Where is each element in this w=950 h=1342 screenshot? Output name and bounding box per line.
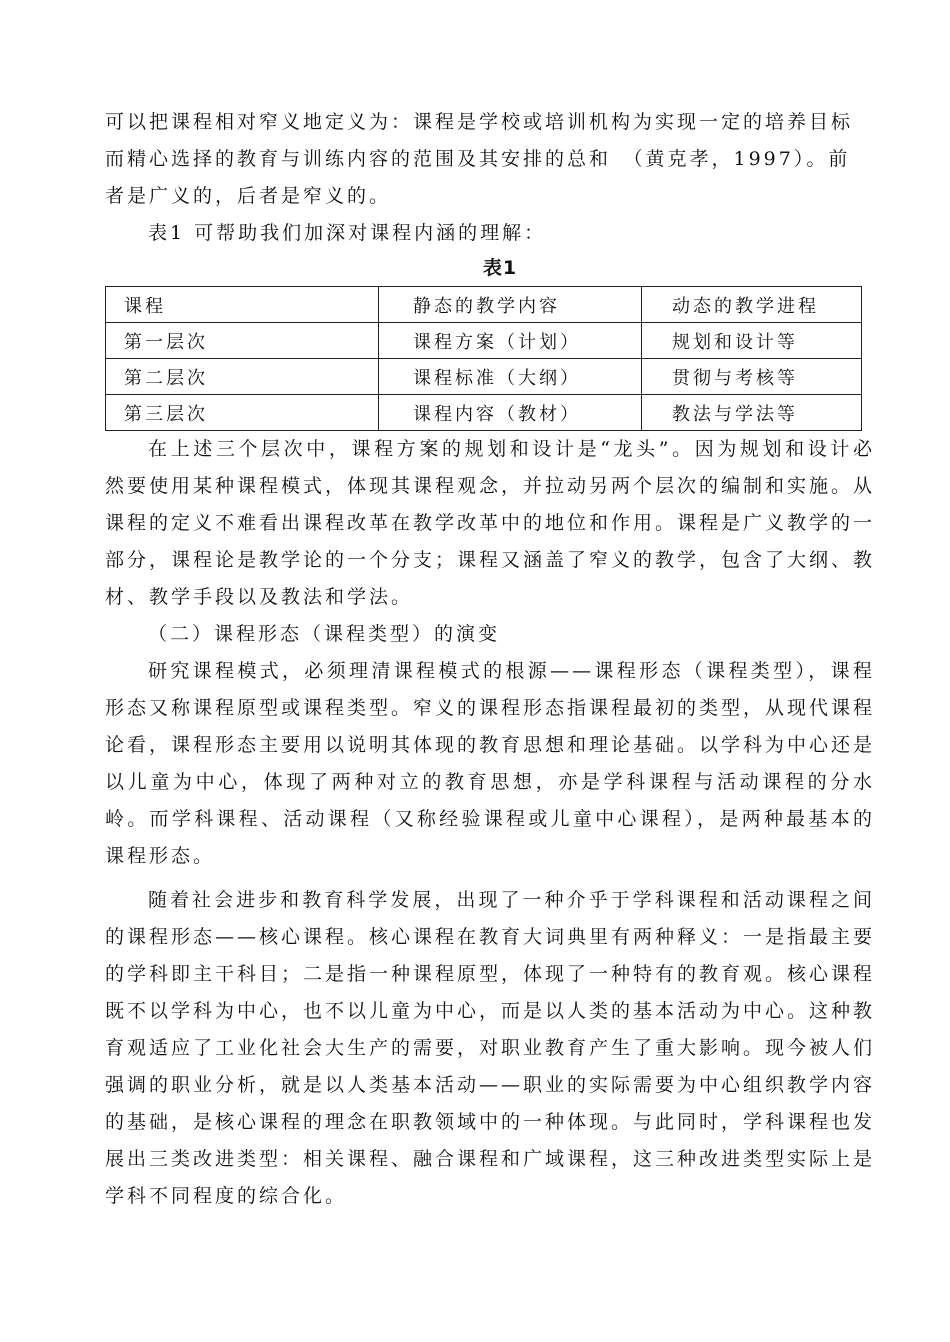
table-row: [106, 359, 862, 395]
section-heading: （二）课程形态（课程类型）的演变: [148, 623, 501, 645]
table-title: 表1: [482, 257, 518, 279]
curriculum-layers-table: [105, 286, 862, 431]
table-header-cell: 课程: [106, 287, 379, 323]
table-header-cell: 动态的教学进程: [642, 287, 862, 323]
intro-line-3: 者是广义的，后者是窄义的。: [105, 185, 392, 207]
intro-paragraph: [105, 104, 875, 215]
table-row: [106, 323, 862, 359]
intro-line-2: 而精心选择的教育与训练内容的范围及其安排的总和 （黄克孝，1997）。前: [105, 148, 851, 170]
table-cell: 课程方案（计划）: [379, 323, 642, 359]
table-cell: 课程标准（大纲）: [379, 359, 642, 395]
intro-line-1: 可以把课程相对窄义地定义为：课程是学校或培训机构为实现一定的培养目标: [105, 111, 854, 133]
table-cell: 第一层次: [106, 323, 379, 359]
document-page: [105, 104, 875, 1215]
table-cell: 课程内容（教材）: [379, 395, 642, 431]
table-cell: 贯彻与考核等: [642, 359, 862, 395]
paragraph-course-forms: 研究课程模式，必须理清课程模式的根源——课程形态（课程类型），课程形态又称课程原型或课程类型。窄义的课程形态指课程最初的类型，从现代课程论看，课程形态主要用以说明其体现的教育思想和理论基础。以学科为中心还是以儿童为中心，体现了两种对立的教育思想，亦是学科课程与活动课程的分水岭。而学科课程、活动课程（又称经验课程或儿童中心课程），是两种最基本的课程形态。: [105, 660, 876, 867]
table-header-row: [106, 287, 862, 323]
paragraph-after-table: 在上述三个层次中，课程方案的规划和设计是“龙头”。因为规划和设计必然要使用某种课程模式，体现其课程观念，并拉动另两个层次的编制和实施。从课程的定义不难看出课程改革在教学改革中的地位和作用。课程是广义教学的一部分，课程论是教学论的一个分支；课程又涵盖了窄义的教学，包含了大纲、教材、教学手段以及教法和学法。: [105, 438, 876, 608]
table-cell: 第二层次: [106, 359, 379, 395]
table-cell: 教法与学法等: [642, 395, 862, 431]
table-cell: 规划和设计等: [642, 323, 862, 359]
table-row: [106, 395, 862, 431]
table-intro-text: 表1 可帮助我们加深对课程内涵的理解：: [148, 222, 547, 244]
table-header-cell: 静态的教学内容: [379, 287, 642, 323]
paragraph-core-curriculum: 随着社会进步和教育科学发展，出现了一种介乎于学科课程和活动课程之间的课程形态——核心课程。核心课程在教育大词典里有两种释义：一是指最主要的学科即主干科目；二是指一种课程原型，体现了一种特有的教育观。核心课程既不以学科为中心，也不以儿童为中心，而是以人类的基本活动为中心。这种教育观适应了工业化社会大生产的需要，对职业教育产生了重大影响。现今被人们强调的职业分析，就是以人类基本活动——职业的实际需要为中心组织教学内容的基础，是核心课程的理念在职教领域中的一种体现。与此同时，学科课程也发展出三类改进类型：相关课程、融合课程和广域课程，这三种改进类型实际上是学科不同程度的综合化。: [105, 889, 876, 1207]
table-cell: 第三层次: [106, 395, 379, 431]
